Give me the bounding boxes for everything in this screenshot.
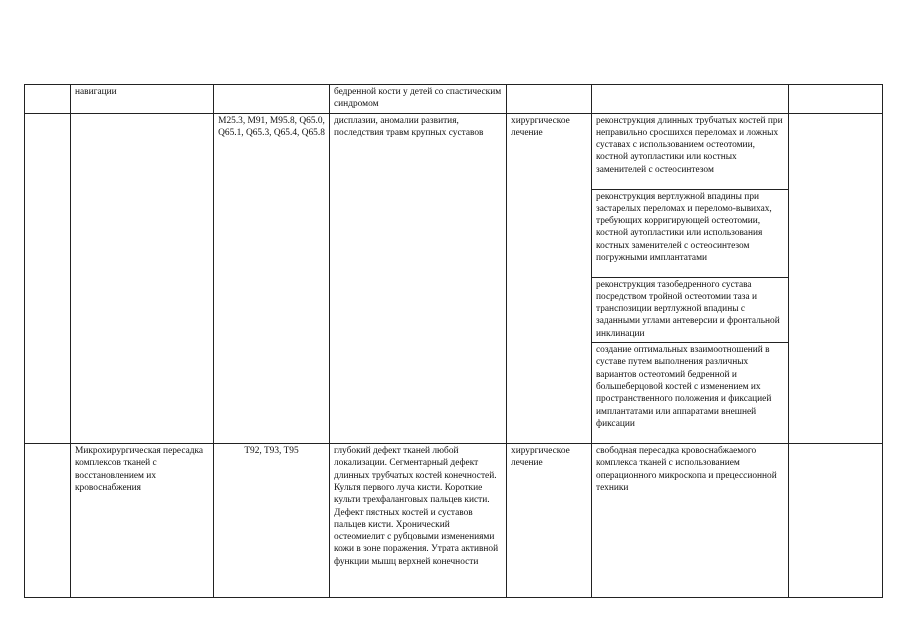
method-name-cell: Микрохирургическая пересадка комплексов тканей с восстановлением их кровоснабжения bbox=[71, 444, 214, 598]
table-row bbox=[25, 444, 883, 598]
treatment-type-cell: хирургическое лечение bbox=[507, 113, 592, 443]
patient-model-cell: дисплазии, аномалии развития, последствия травм крупных суставов bbox=[330, 113, 507, 443]
method-cell bbox=[592, 85, 789, 114]
icd-codes-cell: T92, T93, T95 bbox=[214, 444, 330, 598]
method-cell: свободная пересадка кровоснабжаемого комплекса тканей с использованием операционного микроскопа и прецессионной техники bbox=[592, 444, 789, 598]
cost-cell bbox=[789, 113, 883, 443]
method-cell: реконструкция длинных трубчатых костей при неправильно сросшихся переломах и ложных суставах с использованием остеотомии, костной аутопластики или костных заменителей с остеосинтезом bbox=[592, 113, 789, 189]
cost-cell bbox=[789, 85, 883, 114]
patient-model-cell: глубокий дефект тканей любой локализации. Сегментарный дефект длинных трубчатых костей конечностей. Культя первого луча кисти. Короткие культи трехфаланговых пальцев кисти. Дефект пястных костей и суставов пальцев кисти. Хронический остеомиелит с рубцовыми изменениями кожи в зоне поражения. Утрата активной функции мышц верхней конечности bbox=[330, 444, 507, 598]
row-number-cell bbox=[25, 444, 71, 598]
method-name-cell bbox=[71, 113, 214, 443]
medical-care-table bbox=[24, 84, 883, 598]
table-row bbox=[25, 113, 883, 189]
cost-cell bbox=[789, 444, 883, 598]
method-name-cell: навигации bbox=[71, 85, 214, 114]
treatment-type-cell bbox=[507, 85, 592, 114]
method-cell: реконструкция вертлужной впадины при застарелых переломах и переломо-вывихах, требующих корригирующей остеотомии, костной аутопластики или использования костных заменителей с остеосинтезом погружными имплантатами bbox=[592, 189, 789, 277]
row-number-cell bbox=[25, 85, 71, 114]
patient-model-cell: бедренной кости у детей со спастическим синдромом bbox=[330, 85, 507, 114]
treatment-type-cell: хирургическое лечение bbox=[507, 444, 592, 598]
row-number-cell bbox=[25, 113, 71, 443]
method-cell: создание оптимальных взаимоотношений в суставе путем выполнения различных вариантов остеотомий бедренной и большеберцовой костей с изменением их пространственного положения и фиксацией имплантатами или аппаратами внешней фиксации bbox=[592, 343, 789, 444]
icd-codes-cell: M25.3, M91, M95.8, Q65.0, Q65.1, Q65.3, Q65.4, Q65.8 bbox=[214, 113, 330, 443]
method-cell: реконструкция тазобедренного сустава посредством тройной остеотомии таза и транспозиции вертлужной впадины с заданными углами антеверсии и фронтальной инклинации bbox=[592, 277, 789, 342]
icd-codes-cell bbox=[214, 85, 330, 114]
table-row bbox=[25, 85, 883, 114]
